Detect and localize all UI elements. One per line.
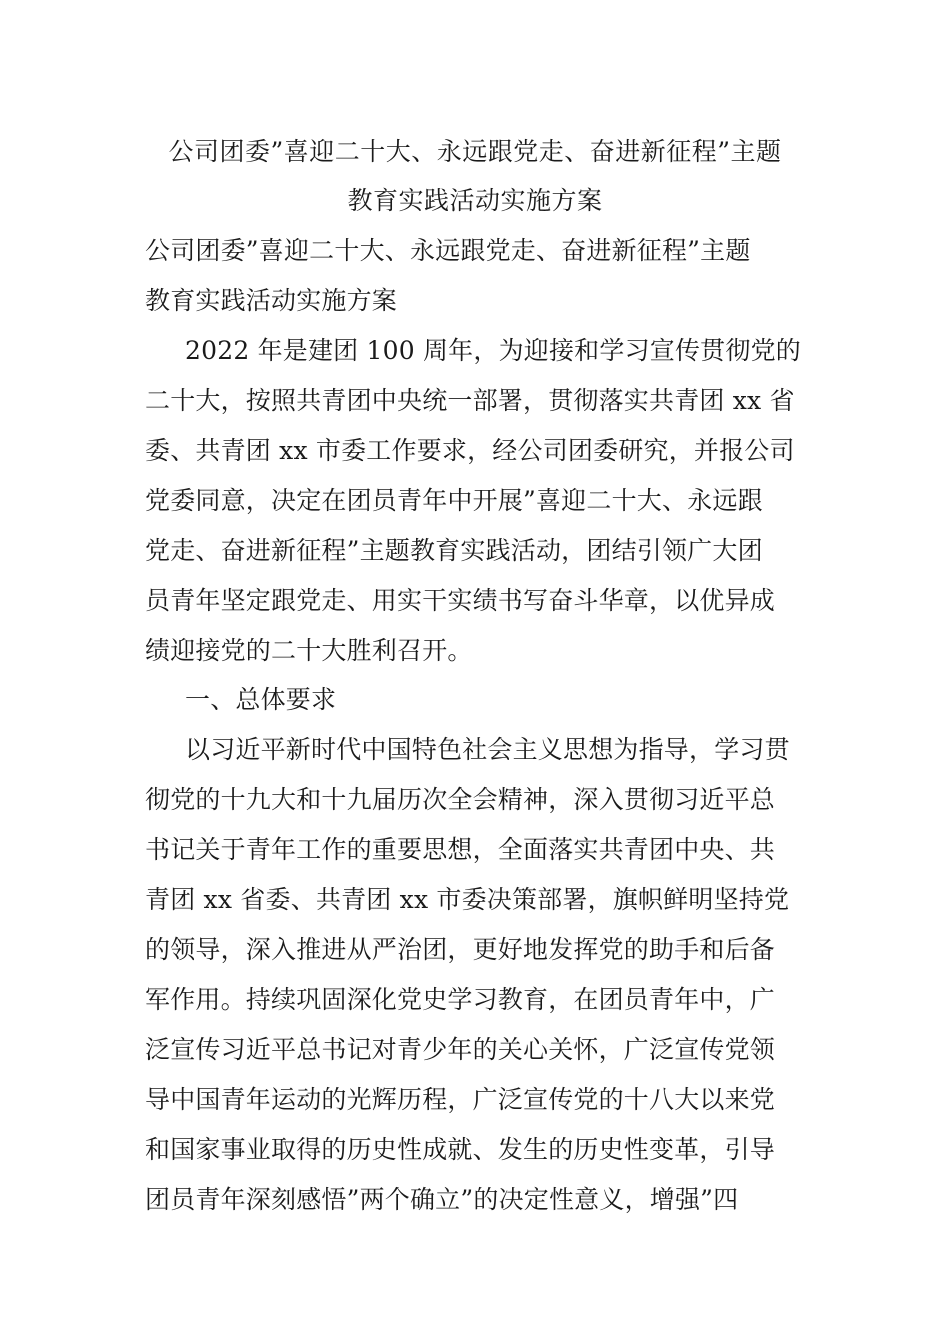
subtitle-line-2: 教育实践活动实施方案 [145, 286, 398, 315]
subtitle-line-1: 公司团委”喜迎二十大、永远跟党走、奋进新征程”主题 [145, 236, 751, 265]
paragraph-1-line-2: 二十大，按照共青团中央统一部署，贯彻落实共青团 xx 省 [145, 386, 795, 415]
paragraph-1-line-6: 员青年坚定跟党走、用实干实绩书写奋斗华章，以优异成 [145, 586, 776, 615]
document-title-line-1: 公司团委”喜迎二十大、永远跟党走、奋进新征程”主题 [168, 137, 782, 166]
paragraph-2-line-5: 的领导，深入推进从严治团，更好地发挥党的助手和后备 [145, 935, 776, 964]
paragraph-2-line-1: 以习近平新时代中国特色社会主义思想为指导，学习贯 [185, 735, 790, 764]
paragraph-2-line-10: 团员青年深刻感悟”两个确立”的决定性意义，增强”四 [145, 1185, 739, 1214]
paragraph-2-line-8: 导中国青年运动的光辉历程，广泛宣传党的十八大以来党 [145, 1085, 776, 1114]
paragraph-1-line-7: 绩迎接党的二十大胜利召开。 [145, 636, 473, 665]
paragraph-1-line-4: 党委同意，决定在团员青年中开展”喜迎二十大、永远跟 [145, 486, 763, 515]
paragraph-2-line-9: 和国家事业取得的历史性成就、发生的历史性变革，引导 [145, 1135, 776, 1164]
paragraph-2-line-6: 军作用。持续巩固深化党史学习教育，在团员青年中，广 [145, 985, 776, 1014]
paragraph-1-line-5: 党走、奋进新征程”主题教育实践活动，团结引领广大团 [145, 536, 763, 565]
paragraph-2-line-4: 青团 xx 省委、共青团 xx 市委决策部署，旗帜鲜明坚持党 [145, 885, 790, 914]
paragraph-1-line-1: 2022 年是建团 100 周年，为迎接和学习宣传贯彻党的 [185, 336, 801, 365]
paragraph-2-line-3: 书记关于青年工作的重要思想，全面落实共青团中央、共 [145, 835, 776, 864]
document-title-line-2: 教育实践活动实施方案 [347, 186, 603, 215]
paragraph-1-line-3: 委、共青团 xx 市委工作要求，经公司团委研究，并报公司 [145, 436, 795, 465]
paragraph-2-line-2: 彻党的十九大和十九届历次全会精神，深入贯彻习近平总 [145, 785, 776, 814]
section-1-heading: 一、总体要求 [185, 685, 337, 714]
paragraph-2-line-7: 泛宣传习近平总书记对青少年的关心关怀，广泛宣传党领 [145, 1035, 776, 1064]
